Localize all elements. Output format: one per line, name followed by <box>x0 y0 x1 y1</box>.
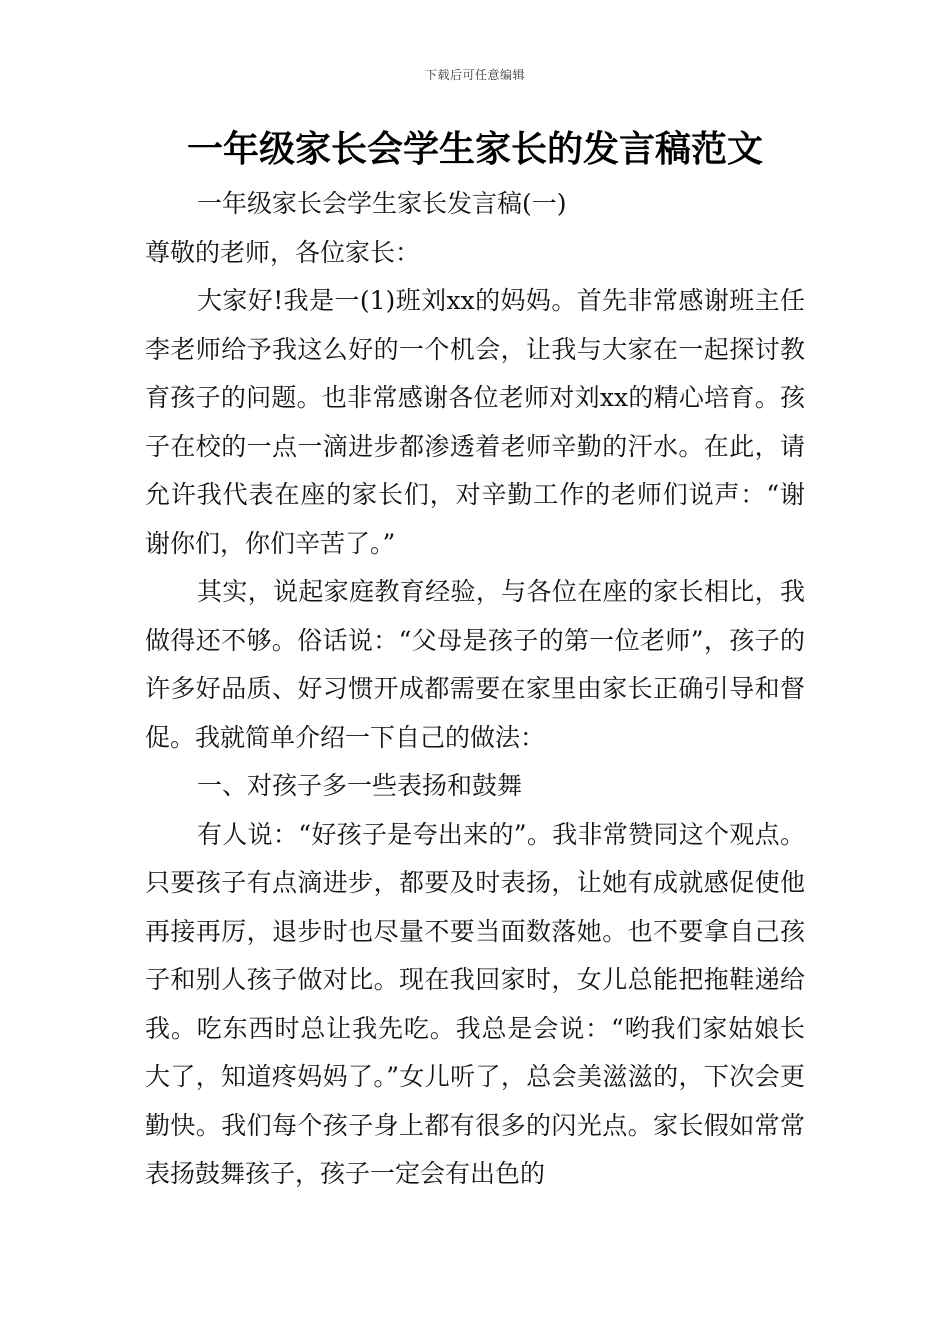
paragraph: 有人说：“好孩子是夸出来的”。我非常赞同这个观点。只要孩子有点滴进步，都要及时表扬，让她有成就感促使他再接再厉，退步时也尽量不要当面数落她。也不要拿自己孩子和别人孩子做对比。现在我回家时，女儿总能把拖鞋递给我。吃东西时总让我先吃。我总是会说：“哟我们家姑娘长大了，知道疼妈妈了。”女儿听了，总会美滋滋的，下次会更勤快。我们每个孩子身上都有很多的闪光点。家长假如常常表扬鼓舞孩子，孩子一定会有出色的 <box>145 819 805 1188</box>
paragraph: 大家好!我是一(1)班刘xx的妈妈。首先非常感谢班主任李老师给予我这么好的一个机会，让我与大家在一起探讨教育孩子的问题。也非常感谢各位老师对刘xx的精心培育。孩子在校的一点一滴进步都渗透着老师辛勤的汗水。在此，请允许我代表在座的家长们，对辛勤工作的老师们说声：“谢谢你们，你们辛苦了。” <box>145 286 805 558</box>
header-note: 下载后可任意编辑 <box>424 68 525 82</box>
document-body <box>145 180 805 1199</box>
paragraph: 其实，说起家庭教育经验，与各位在座的家长相比，我做得还不够。俗话说：“父母是孩子的第一位老师”，孩子的许多好品质、好习惯开成都需要在家里由家长正确引导和督促。我就简单介绍一下自己的做法： <box>145 577 805 752</box>
salutation: 尊敬的老师，各位家长： <box>145 237 421 267</box>
section-heading: 一、对孩子多一些表扬和鼓舞 <box>197 771 523 800</box>
document-subtitle: 一年级家长会学生家长发言稿(一) <box>197 189 567 218</box>
document-title: 一年级家长会学生家长的发言稿范文 <box>186 129 763 170</box>
